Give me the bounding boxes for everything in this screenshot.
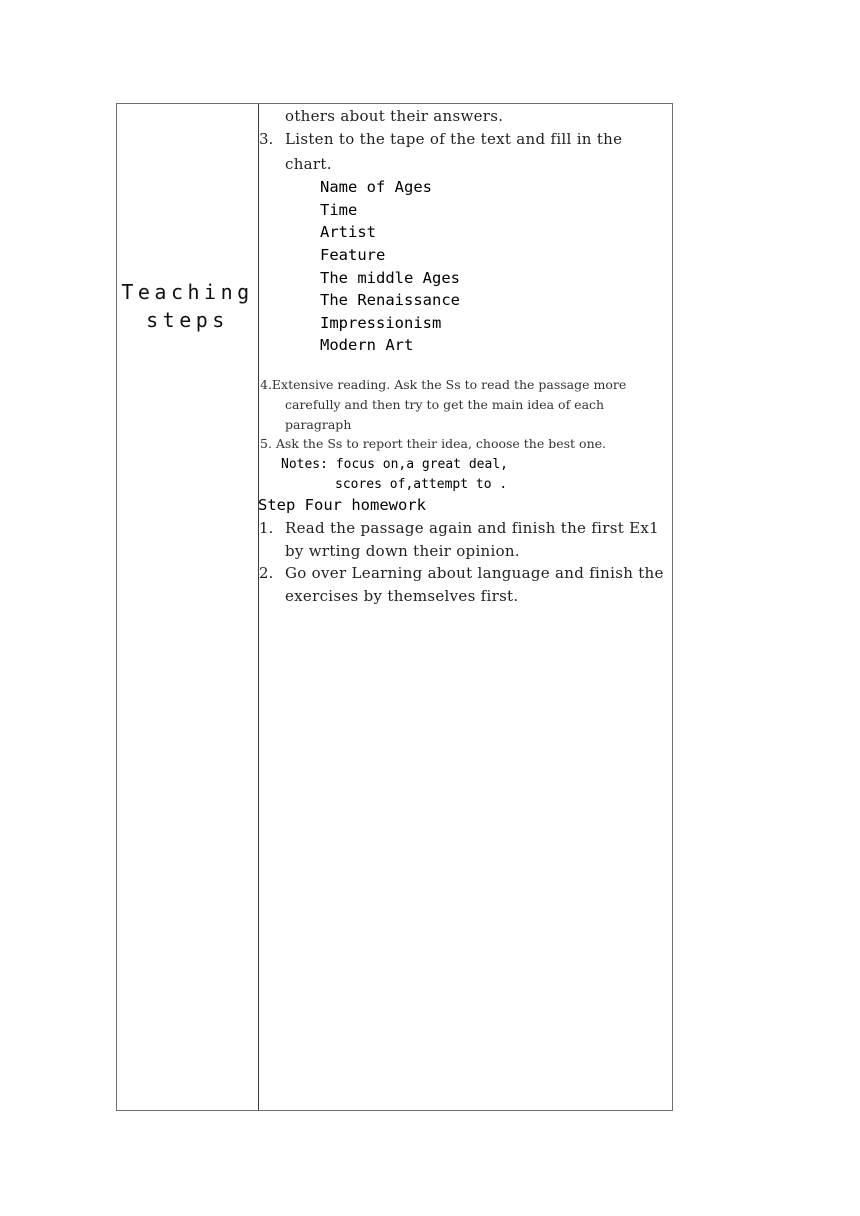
notes-line2: scores of,attempt to .: [335, 477, 508, 492]
continued-line: others about their answers.: [285, 107, 504, 125]
item4-line1: 4.Extensive reading. Ask the Ss to read the passage more: [260, 377, 627, 392]
homework-item2-number: 2.: [259, 564, 274, 582]
chart-row: Modern Art: [320, 336, 414, 354]
notes-line1: Notes: focus on,a great deal,: [281, 457, 508, 472]
homework-item2-line2: exercises by themselves first.: [285, 587, 519, 605]
content-cell: [259, 104, 672, 1110]
item5-line1: 5. Ask the Ss to report their idea, choose the best one.: [260, 436, 606, 451]
item4-line2: carefully and then try to get the main idea of each: [285, 397, 605, 412]
homework-item1-line2: by wrting down their opinion.: [285, 542, 520, 560]
homework-item2-line1: Go over Learning about language and finish the: [285, 564, 664, 582]
chart-row: Feature: [320, 246, 386, 264]
chart-row: Time: [320, 201, 358, 219]
homework-item1-number: 1.: [259, 519, 274, 537]
chart-row: The middle Ages: [320, 269, 460, 287]
lesson-plan-table: [116, 103, 673, 1111]
homework-item1-line1: Read the passage again and finish the first Ex1: [285, 519, 659, 537]
item3-line2: chart.: [285, 155, 332, 173]
chart-row: Impressionism: [320, 314, 442, 332]
section-label-line2: steps: [146, 308, 229, 332]
item4-line3: paragraph: [285, 417, 352, 432]
step-four-heading: Step Four homework: [258, 496, 426, 514]
item3-line1: Listen to the tape of the text and fill in the: [285, 130, 623, 148]
chart-row: Artist: [320, 223, 376, 241]
chart-row: Name of Ages: [320, 178, 432, 196]
section-label-line1: Teaching: [121, 280, 254, 304]
item3-number: 3.: [259, 130, 274, 148]
chart-row: The Renaissance: [320, 291, 460, 309]
section-label: [117, 278, 258, 334]
